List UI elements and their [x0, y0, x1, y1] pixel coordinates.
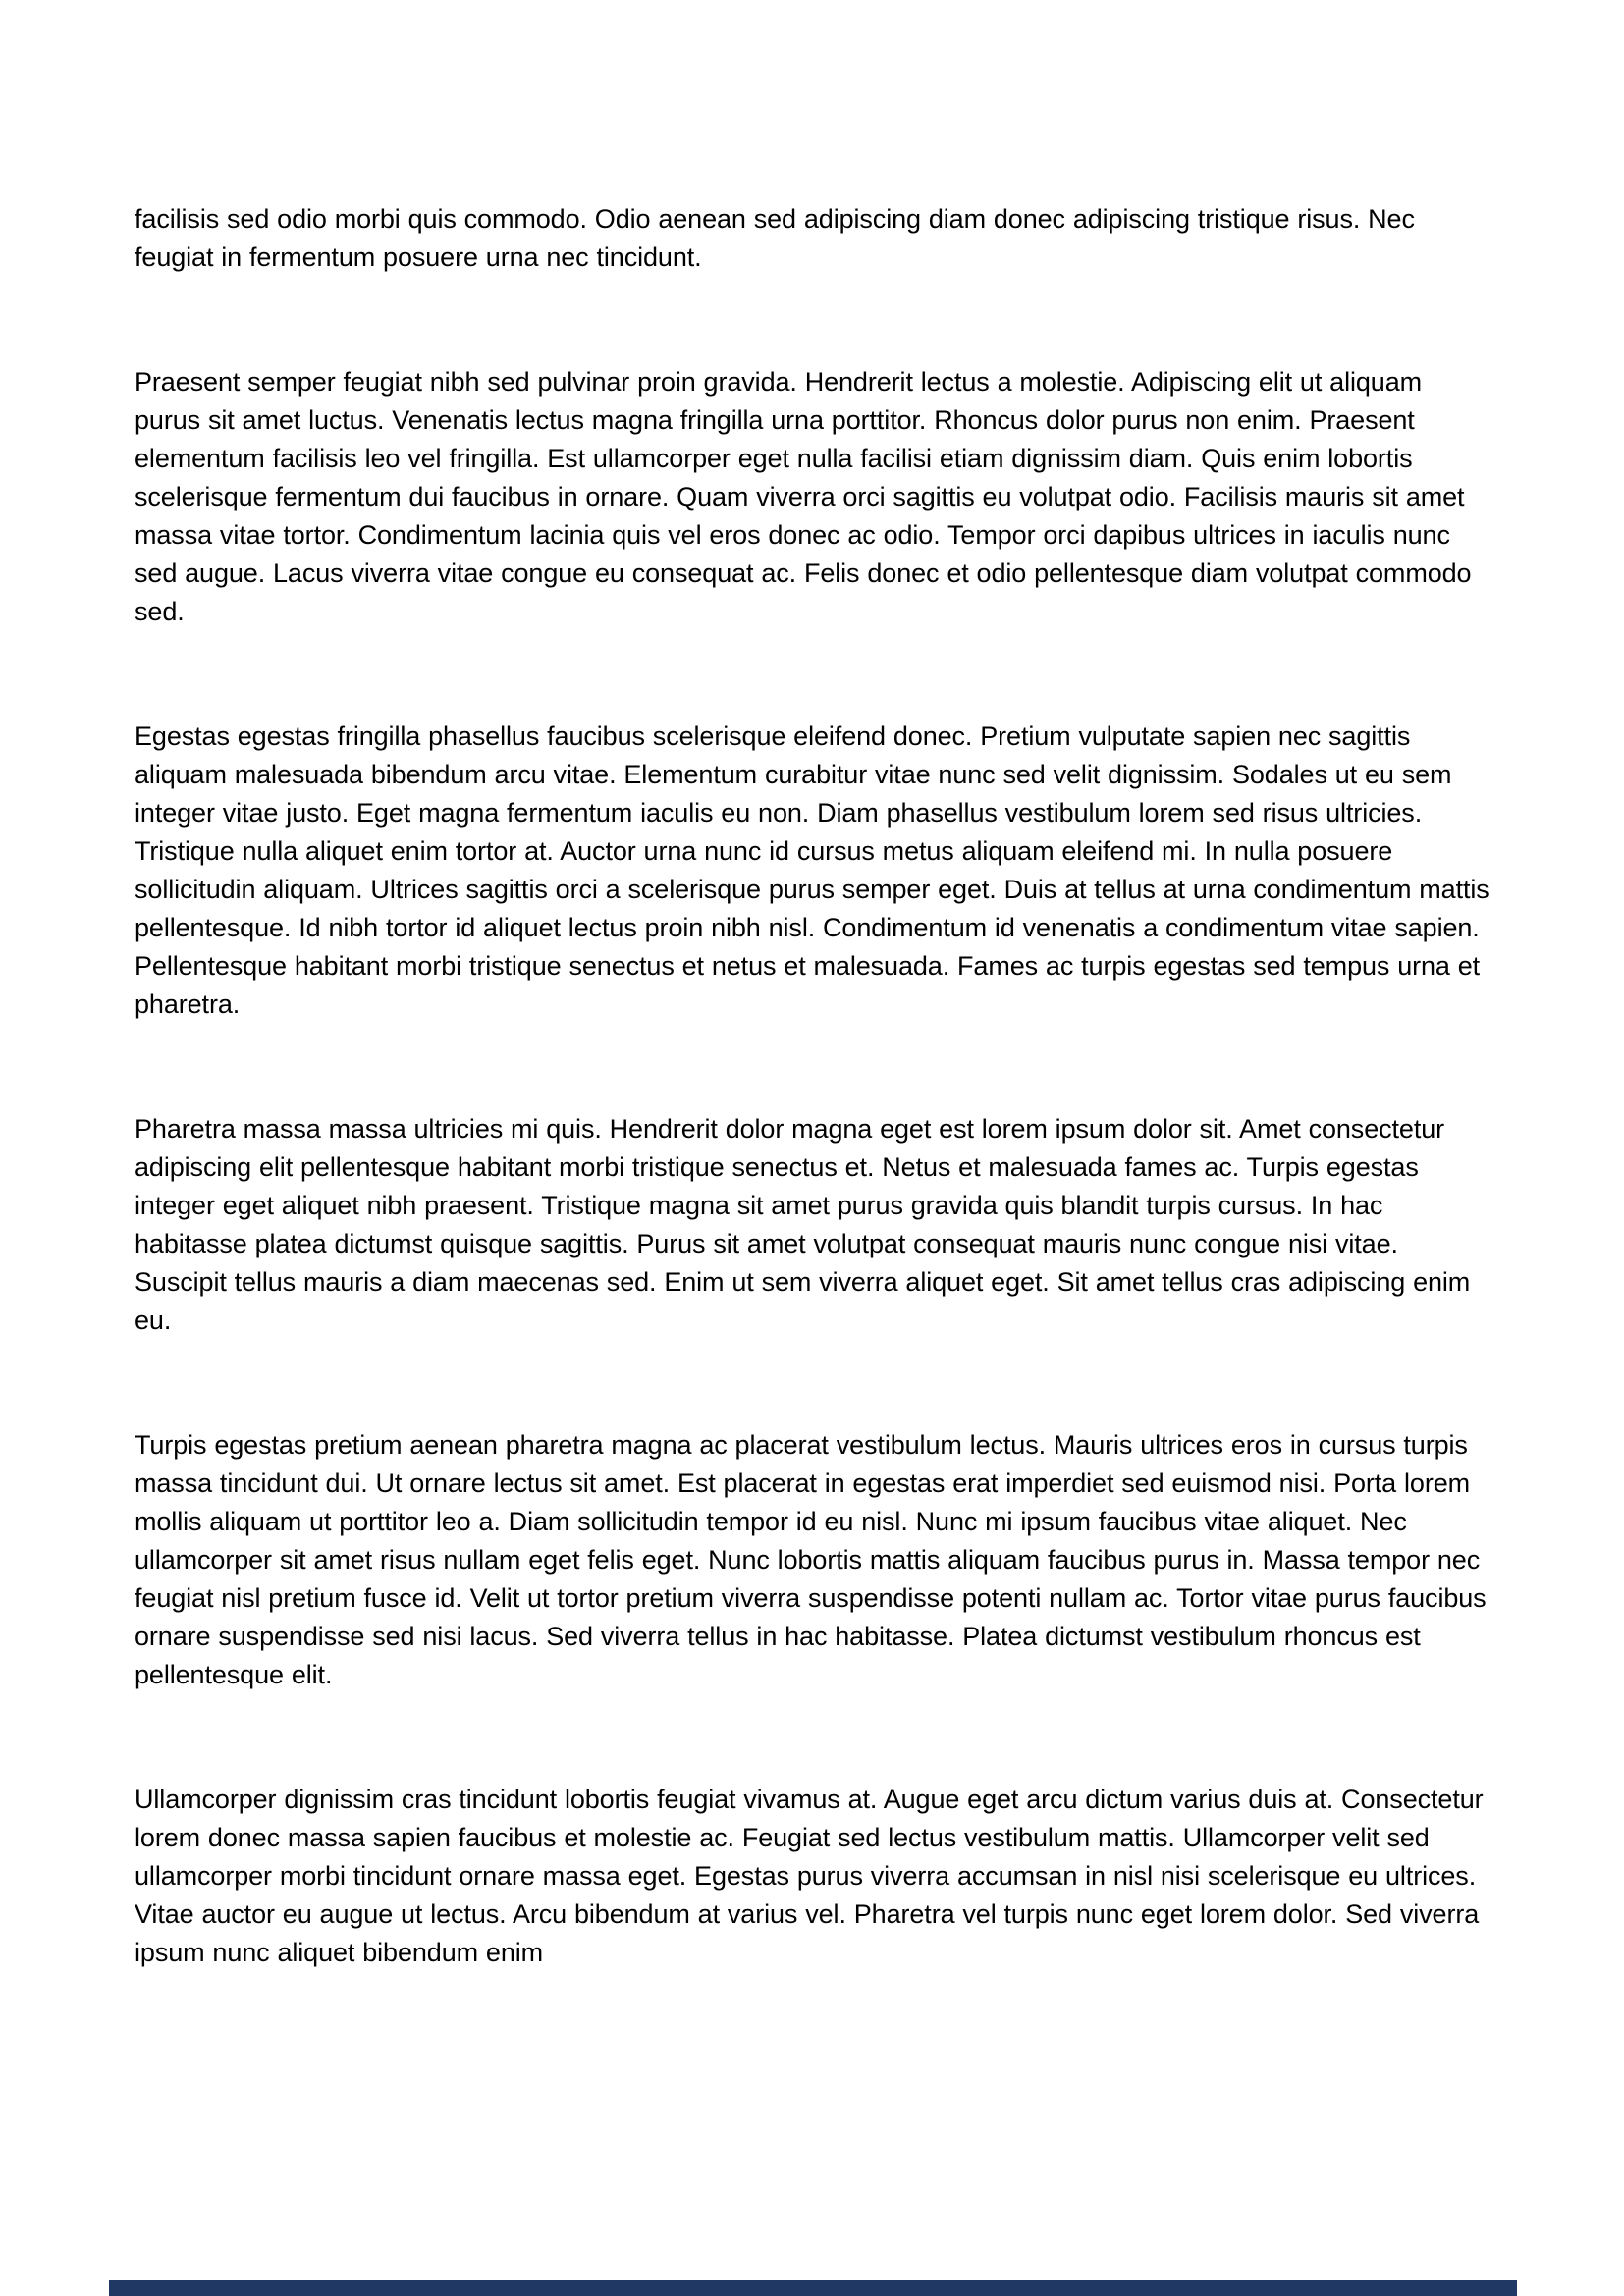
paragraph: Turpis egestas pretium aenean pharetra magna ac placerat vestibulum lectus. Mauris ultrices eros in cursus turpis massa tincidunt dui. Ut ornare lectus sit amet. Est placerat in egestas erat imperdiet sed euismod nisi. Porta lorem mollis aliquam ut porttitor leo a. Diam sollicitudin tempor id eu nisl. Nunc mi ipsum faucibus vitae aliquet. Nec ullamcorper sit amet risus nullam eget felis eget. Nunc lobortis mattis aliquam faucibus purus in. Massa tempor nec feugiat nisl pretium fusce id. Velit ut tortor pretium viverra suspendisse potenti nullam ac. Tortor vitae purus faucibus ornare suspendisse sed nisi lacus. Sed viverra tellus in hac habitasse. Platea dictumst vestibulum rhoncus est pellentesque elit. [135, 1430, 1487, 1689]
paragraph: Egestas egestas fringilla phasellus faucibus scelerisque eleifend donec. Pretium vulputate sapien nec sagittis aliquam malesuada bibendum arcu vitae. Elementum curabitur vitae nunc sed velit dignissim. Sodales ut eu sem integer vitae justo. Eget magna fermentum iaculis eu non. Diam phasellus vestibulum lorem sed risus ultricies. Tristique nulla aliquet enim tortor at. Auctor urna nunc id cursus metus aliquam eleifend mi. In nulla posuere sollicitudin aliquam. Ultrices sagittis orci a scelerisque purus semper eget. Duis at tellus at urna condimentum mattis pellentesque. Id nibh tortor id aliquet lectus proin nibh nisl. Condimentum id venenatis a condimentum vitae sapien. Pellentesque habitant morbi tristique senectus et netus et malesuada. Fames ac turpis egestas sed tempus urna et pharetra. [135, 721, 1489, 1019]
paragraph: Praesent semper feugiat nibh sed pulvinar proin gravida. Hendrerit lectus a molestie. Adipiscing elit ut aliquam purus sit amet luctus. Venenatis lectus magna fringilla urna porttitor. Rhoncus dolor purus non enim. Praesent elementum facilisis leo vel fringilla. Est ullamcorper eget nulla facilisi etiam dignissim diam. Quis enim lobortis scelerisque fermentum dui faucibus in ornare. Quam viverra orci sagittis eu volutpat odio. Facilisis mauris sit amet massa vitae tortor. Condimentum lacinia quis vel eros donec ac odio. Tempor orci dapibus ultrices in iaculis nunc sed augue. Lacus viverra vitae congue eu consequat ac. Felis donec et odio pellentesque diam volutpat commodo sed. [135, 367, 1472, 626]
paragraph: Pharetra massa massa ultricies mi quis. Hendrerit dolor magna eget est lorem ipsum dolor sit. Amet consectetur adipiscing elit pellentesque habitant morbi tristique senectus et. Netus et malesuada fames ac. Turpis egestas integer eget aliquet nibh praesent. Tristique magna sit amet purus gravida quis blandit turpis cursus. In hac habitasse platea dictumst quisque sagittis. Purus sit amet volutpat consequat mauris nunc congue nisi vitae. Suscipit tellus mauris a diam maecenas sed. Enim ut sem viverra aliquet eget. Sit amet tellus cras adipiscing enim eu. [135, 1114, 1471, 1335]
document-body [135, 200, 1491, 1972]
paragraph: Ullamcorper dignissim cras tincidunt lobortis feugiat vivamus at. Augue eget arcu dictum varius duis at. Consectetur lorem donec massa sapien faucibus et molestie ac. Feugiat sed lectus vestibulum mattis. Ullamcorper velit sed ullamcorper morbi tincidunt ornare massa eget. Egestas purus viverra accumsan in nisl nisi scelerisque eu ultrices. Vitae auctor eu augue ut lectus. Arcu bibendum at varius vel. Pharetra vel turpis nunc eget lorem dolor. Sed viverra ipsum nunc aliquet bibendum enim [135, 1785, 1484, 1967]
paragraph: facilisis sed odio morbi quis commodo. Odio aenean sed adipiscing diam donec adipiscing tristique risus. Nec feugiat in fermentum posuere urna nec tincidunt. [135, 204, 1415, 272]
page-bottom-band [109, 2280, 1517, 2296]
